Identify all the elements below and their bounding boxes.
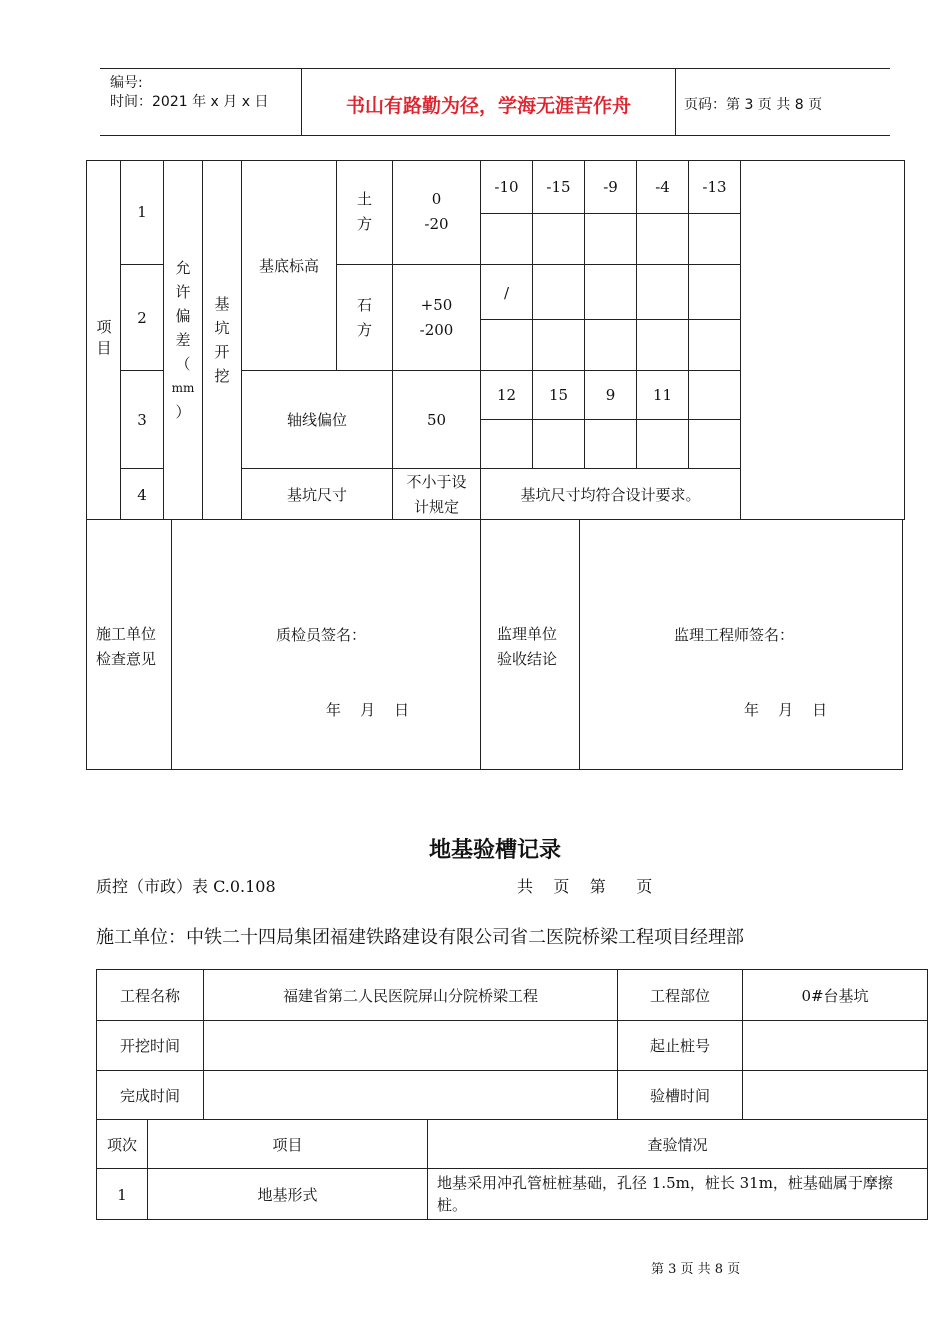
record-title: 地基验槽记录 xyxy=(428,837,561,863)
item-label: 项目 xyxy=(94,319,113,361)
row-number: 2 xyxy=(137,308,147,327)
form-code: 质控（市政）表 C.0.108 xyxy=(96,877,276,896)
soil-tolerance: 0 -20 xyxy=(424,190,449,233)
pit-size-tolerance: 不小于设 计规定 xyxy=(406,472,467,516)
engineer-date: 年 月 日 xyxy=(744,701,828,719)
completion-time-label: 完成时间 xyxy=(119,1086,180,1105)
supervisor-conclusion-label: 监理单位 验收结论 xyxy=(497,625,558,668)
construction-unit: 施工单位：中铁二十四局集团福建铁路建设有限公司省二医院桥梁工程项目经理部 xyxy=(96,927,744,948)
excavation-time-label: 开挖时间 xyxy=(119,1037,180,1055)
pit-size-result: 基坑尺寸均符合设计要求。 xyxy=(520,486,701,504)
page-indicator: 页码：第 3 页 共 8 页 xyxy=(684,97,823,113)
inspection-time-label: 验槽时间 xyxy=(649,1086,710,1105)
row-number: 1 xyxy=(137,203,147,221)
row-number: 4 xyxy=(137,485,147,504)
soil-label: 土 方 xyxy=(356,190,372,233)
axis-offset-label: 轴线偏位 xyxy=(286,411,347,429)
category-label: 基 坑 开 挖 xyxy=(214,295,230,385)
foundation-type-label: 地基形式 xyxy=(257,1186,318,1204)
column-header-result: 查验情况 xyxy=(647,1135,708,1154)
axis-value: 12 xyxy=(496,386,517,404)
page-count: 共 页 第 页 xyxy=(517,877,653,896)
axis-value: 9 xyxy=(605,386,616,404)
project-name-label: 工程名称 xyxy=(119,986,180,1005)
row-number: 3 xyxy=(137,410,147,429)
column-header-item: 项目 xyxy=(272,1135,303,1154)
axis-value: 11 xyxy=(652,386,673,404)
pit-size-label: 基坑尺寸 xyxy=(286,486,347,504)
tolerance-label: 允 许 偏 差 （ mm ） xyxy=(171,259,195,421)
engineer-signature-label: 监理工程师签名： xyxy=(674,626,795,644)
soil-value: -15 xyxy=(546,178,571,196)
elevation-label: 基底标高 xyxy=(258,256,319,275)
foundation-type-result: 地基采用冲孔管桩桩基础，孔径 1.5m，桩长 31m，桩基础属于摩擦桩。 xyxy=(437,1174,893,1214)
soil-value: -9 xyxy=(603,178,618,196)
rock-label: 石 方 xyxy=(356,295,372,339)
soil-value: -4 xyxy=(655,178,670,196)
rock-value: / xyxy=(503,284,510,302)
axis-tolerance: 50 xyxy=(426,410,447,429)
project-name: 福建省第二人民医院屏山分院桥梁工程 xyxy=(282,986,538,1005)
soil-value: -10 xyxy=(494,178,519,196)
row-number: 1 xyxy=(117,1185,127,1204)
stake-range-label: 起止桩号 xyxy=(649,1037,710,1055)
footer-page-number: 第 3 页 共 8 页 xyxy=(651,1262,741,1277)
inspector-signature-label: 质检员签名： xyxy=(276,626,367,644)
soil-value: -13 xyxy=(702,178,727,196)
column-header-no: 项次 xyxy=(106,1135,137,1154)
document-time-label: 时间：2021 年 x 月 x 日 xyxy=(110,94,269,110)
contractor-opinion-label: 施工单位 检查意见 xyxy=(96,625,157,668)
motto-text: 书山有路勤为径，学海无涯苦作舟 xyxy=(345,94,631,117)
axis-value: 15 xyxy=(548,386,569,404)
document-number-label: 编号: xyxy=(110,75,143,91)
project-part-label: 工程部位 xyxy=(649,986,710,1005)
inspector-date: 年 月 日 xyxy=(326,701,410,719)
rock-tolerance: +50 -200 xyxy=(419,295,454,339)
project-part: 0#台基坑 xyxy=(801,986,869,1005)
